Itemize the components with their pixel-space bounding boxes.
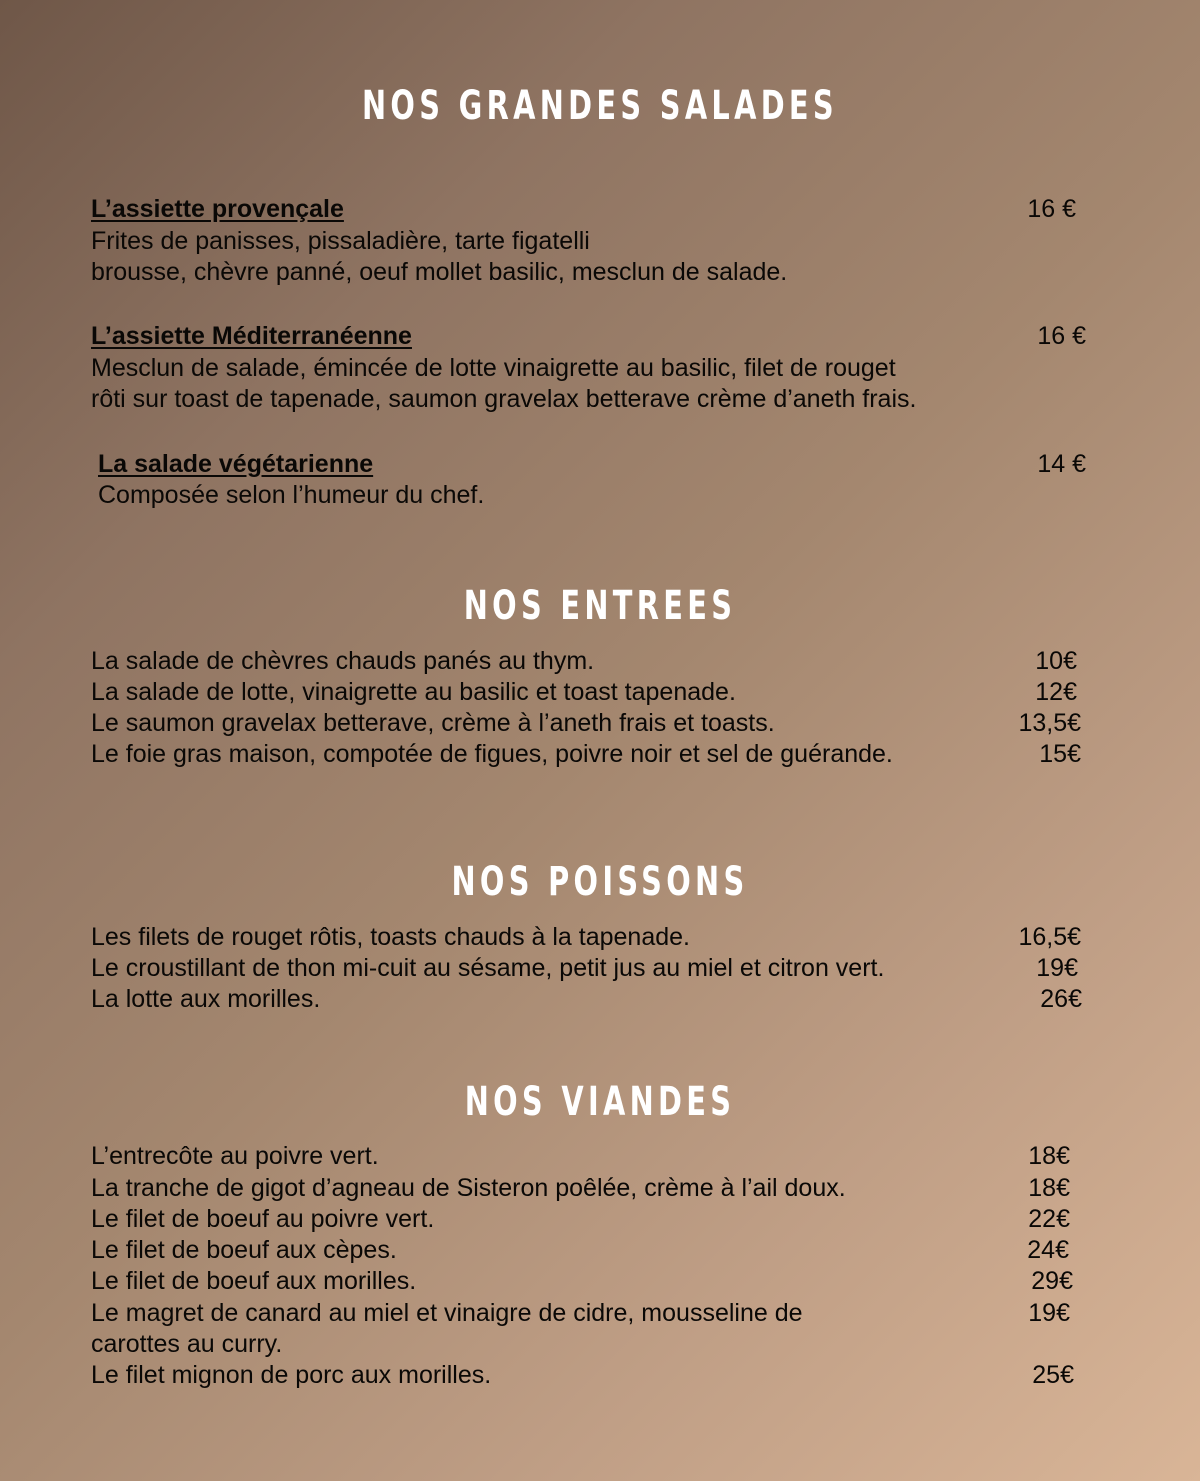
viande-item: Le filet de boeuf aux morilles. xyxy=(91,1267,417,1295)
poisson-item: Le croustillant de thon mi-cuit au sésame, petit jus au miel et citron vert. xyxy=(91,954,885,982)
entree-item: La salade de chèvres chauds panés au thym. xyxy=(91,647,595,675)
item-description-line: Mesclun de salade, émincée de lotte vinaigrette au basilic, filet de rouget xyxy=(91,354,896,382)
item-title-salade-vegetarienne: La salade végétarienne xyxy=(98,450,374,478)
item-price-assiette-mediterraneenne: 16 € xyxy=(1037,322,1086,350)
viande-price: 18€ xyxy=(1028,1174,1070,1202)
entree-price: 13,5€ xyxy=(1018,709,1081,737)
viande-item: Le magret de canard au miel et vinaigre de cidre, mousseline de xyxy=(91,1299,803,1327)
viande-item: Le filet de boeuf au poivre vert. xyxy=(91,1205,435,1233)
entree-item: Le saumon gravelax betterave, crème à l’aneth frais et toasts. xyxy=(91,709,775,737)
item-price-assiette-provencale: 16 € xyxy=(1027,195,1076,223)
viande-price: 22€ xyxy=(1028,1205,1070,1233)
viande-item: Le filet mignon de porc aux morilles. xyxy=(91,1361,492,1389)
viande-item: L’entrecôte au poivre vert. xyxy=(91,1142,379,1170)
item-description-line: brousse, chèvre panné, oeuf mollet basilic, mesclun de salade. xyxy=(91,258,788,286)
viande-item-continuation: carottes au curry. xyxy=(91,1330,283,1358)
poisson-item: La lotte aux morilles. xyxy=(91,985,321,1013)
entree-price: 12€ xyxy=(1035,678,1077,706)
viande-item: La tranche de gigot d’agneau de Sisteron poêlée, crème à l’ail doux. xyxy=(91,1174,846,1202)
viande-price: 25€ xyxy=(1032,1361,1074,1389)
entree-price: 15€ xyxy=(1039,740,1081,768)
viande-item: Le filet de boeuf aux cèpes. xyxy=(91,1236,397,1264)
item-description-line: rôti sur toast de tapenade, saumon gravelax betterave crème d’aneth frais. xyxy=(91,385,917,413)
poisson-item: Les filets de rouget rôtis, toasts chauds à la tapenade. xyxy=(91,923,690,951)
entree-price: 10€ xyxy=(1035,647,1077,675)
viande-price: 29€ xyxy=(1031,1267,1073,1295)
entree-item: Le foie gras maison, compotée de figues, poivre noir et sel de guérande. xyxy=(91,740,893,768)
viande-price: 19€ xyxy=(1028,1299,1070,1327)
section-title-entrees: NOS ENTREES xyxy=(463,583,737,629)
poisson-price: 19€ xyxy=(1036,954,1078,982)
section-title-salades: NOS GRANDES SALADES xyxy=(362,83,838,129)
item-description-line: Composée selon l’humeur du chef. xyxy=(98,481,485,509)
viande-price: 18€ xyxy=(1028,1142,1070,1170)
poisson-price: 16,5€ xyxy=(1018,923,1081,951)
viande-price: 24€ xyxy=(1027,1236,1069,1264)
item-description-line: Frites de panisses, pissaladière, tarte figatelli xyxy=(91,227,590,255)
item-title-assiette-mediterraneenne: L’assiette Méditerranéenne xyxy=(91,322,412,350)
section-title-viandes: NOS VIANDES xyxy=(464,1079,736,1125)
poisson-price: 26€ xyxy=(1040,985,1082,1013)
section-title-poissons: NOS POISSONS xyxy=(451,859,749,905)
item-price-salade-vegetarienne: 14 € xyxy=(1037,450,1086,478)
item-title-assiette-provencale: L’assiette provençale xyxy=(91,195,344,223)
entree-item: La salade de lotte, vinaigrette au basilic et toast tapenade. xyxy=(91,678,736,706)
